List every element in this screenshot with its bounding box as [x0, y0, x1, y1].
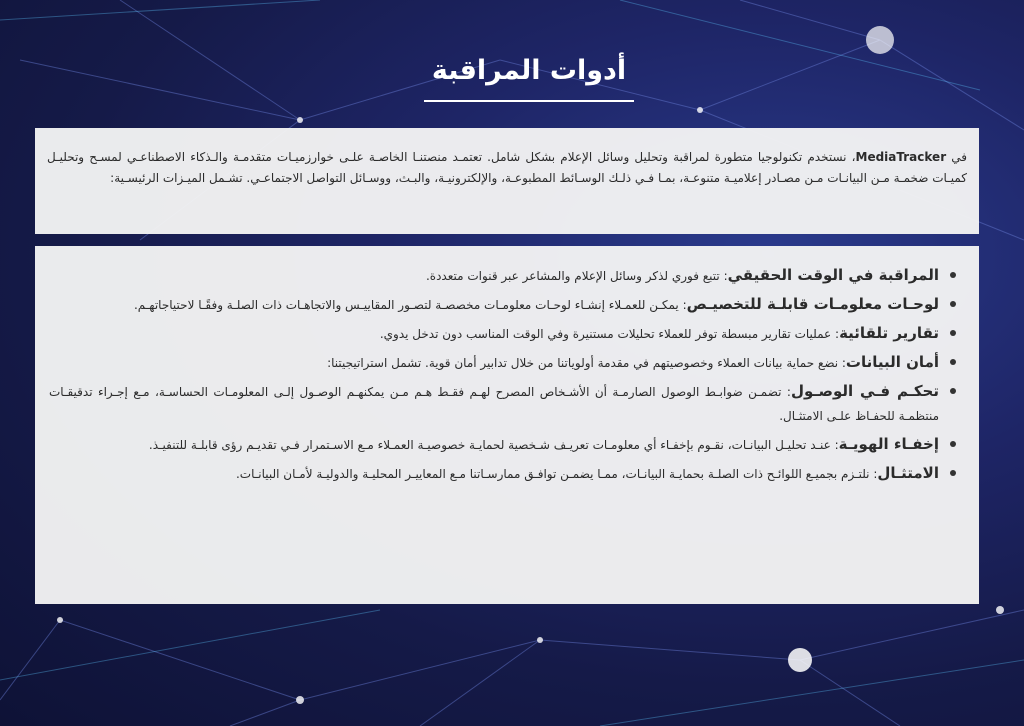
feature-text: : عنـد تحليـل البيانـات، نقـوم بإخفـاء أي معلومـات تعريـف شـخصية لحمايـة خصوصيـة العمـلاء مـع الاسـتمرار فـي تقديـم رؤى قابلـة للتنفيـذ.	[148, 438, 839, 452]
feature-title: تقارير تلقائية	[839, 324, 939, 342]
feature-item	[49, 461, 939, 486]
features-list	[49, 263, 957, 486]
feature-item	[49, 292, 939, 317]
feature-item	[49, 379, 939, 428]
feature-text: : نضع حماية بيانات العملاء وخصوصيتهم في مقدمة أولوياتنا من خلال تدابير أمان قوية. تشمل استراتيجيتنا:	[327, 356, 846, 370]
feature-item	[49, 350, 939, 375]
feature-title: لوحـات معلومـات قابلـة للتخصيـص	[686, 295, 939, 313]
feature-title: الامتثـال	[877, 464, 939, 482]
feature-item	[49, 321, 939, 346]
feature-text: : عمليات تقارير مبسطة توفر للعملاء تحليلات مستنيرة وفي الوقت المناسب دون تدخل يدوي.	[379, 327, 840, 341]
feature-text: : نلتـزم بجميـع اللوائـح ذات الصلـة بحمايـة البيانـات، ممـا يضمـن توافـق ممارسـاتنا مـع المعاييـر المحليـة والدوليـة لأمـان البيانـات.	[235, 467, 878, 481]
page-title: أدوات المراقبة	[431, 55, 627, 86]
feature-title: أمان البيانات	[845, 353, 939, 371]
feature-text: : تضمـن ضوابـط الوصول الصارمـة أن الأشـخاص المصرح لهـم فقـط هـم مـن يمكنهـم الوصـول إلـى المعلومـات الحساسـة، مـع إجـراء تدقيقـات منتظمـة للحفـاظ علـى الامتثـال.	[49, 385, 939, 423]
features-panel	[35, 246, 979, 604]
feature-title: المراقبة في الوقت الحقيقي	[727, 266, 939, 284]
feature-title: تحكـم فـي الوصـول	[790, 382, 939, 400]
title-underline	[424, 100, 634, 102]
feature-title: إخفـاء الهويـة	[838, 435, 939, 453]
feature-text: : تتبع فوري لذكر وسائل الإعلام والمشاعر عبر قنوات متعددة.	[425, 269, 728, 283]
intro-lead: في	[951, 150, 967, 164]
intro-paragraph	[47, 147, 967, 189]
feature-item	[49, 263, 939, 288]
brand-name: MediaTracker	[855, 150, 947, 164]
intro-text: ، نستخدم تكنولوجيا متطورة لمراقبة وتحليل وسائل الإعلام بشكل شامل. تعتمـد منصتنـا الخاصـة علـى خوارزميـات متقدمـة والـذكاء الاصطناعـي لمسـح وتحليـل كميـات ضخمـة مـن البيانـات مـن مصـادر إعلاميـة متنوعـة، بمـا فـي ذلـك الوسـائط المطبوعـة، والإلكترونيـة، والبـث، ووسـائل التواصل الاجتماعـي. تشـمل الميـزات الرئيسـية:	[47, 150, 967, 185]
intro-panel	[35, 128, 979, 234]
feature-text: : يمكـن للعمـلاء إنشـاء لوحـات معلومـات مخصصـة لتصـور المقاييـس والاتجاهـات ذات الصلـة وفقًـا لاحتياجاتهـم.	[133, 298, 687, 312]
feature-item	[49, 432, 939, 457]
page-title-block	[424, 50, 634, 102]
